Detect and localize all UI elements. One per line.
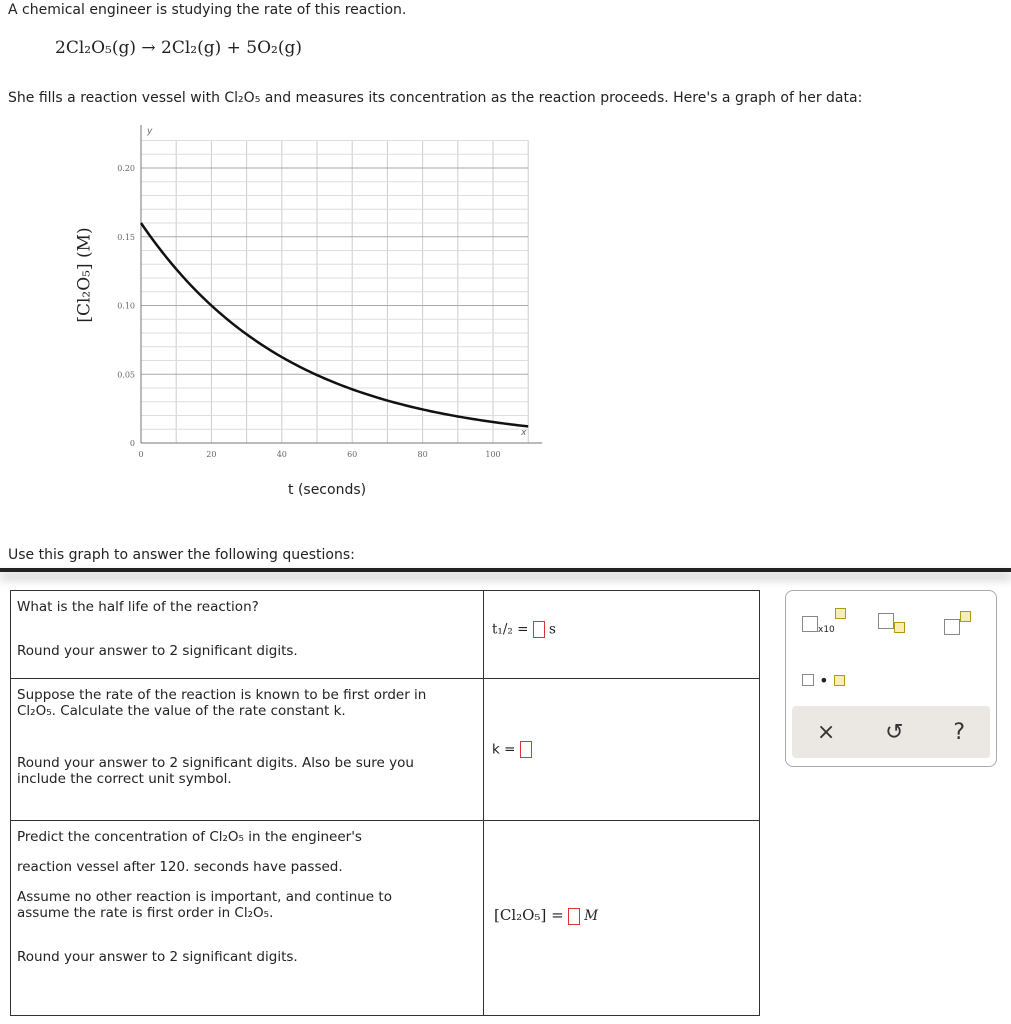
question-1-rounding: Round your answer to 2 significant digits. [17,643,298,659]
concentration-unit: M [584,908,599,924]
math-toolbox [785,590,997,767]
help-icon[interactable]: ? [953,719,966,745]
y-tick-label: 0.20 [117,164,135,173]
x-tick-label: 40 [276,450,287,459]
y-axis-label: [Cl₂O₅] (M) [75,227,96,323]
half-life-label: t₁/₂ = [492,621,529,638]
undo-icon[interactable]: ↺ [885,719,904,745]
concentration-label: [Cl₂O₅] = [494,906,564,924]
question-3-line2: reaction vessel after 120. seconds have passed. [17,859,343,875]
y-tick-label: 0.05 [117,370,135,380]
y-axis-letter: y [147,126,153,137]
data-curve [141,223,528,426]
question-3: Predict the concentration of Cl₂O₅ in the engineer's [17,829,362,845]
superscript-button[interactable] [944,619,971,639]
description-text: She fills a reaction vessel with Cl₂O₅ and measures its concentration as the reaction proceeds. Here's a graph of her data: [8,90,863,106]
x-tick-label: 20 [206,450,217,459]
x-tick-label: 60 [347,450,358,459]
x-tick-label: 80 [417,450,428,459]
concentration-input[interactable] [568,908,580,925]
clear-icon[interactable]: × [816,719,836,745]
multiply-dot-button[interactable] [802,671,845,690]
x-axis-label: t (seconds) [288,482,367,498]
rate-constant-input[interactable] [520,741,532,758]
y-tick-label: 0.10 [117,301,135,311]
instruction-text: Use this graph to answer the following questions: [8,547,355,563]
questions-table [10,590,760,1016]
intro-text: A chemical engineer is studying the rate of this reaction. [8,2,407,18]
x10-text: x10 [818,625,835,635]
reaction-equation: 2Cl₂O₅(g) → 2Cl₂(g) + 5O₂(g) [55,38,303,58]
half-life-unit: s [549,621,556,638]
question-3-assumption: Assume no other reaction is important, and continue to assume the rate is first order in Cl₂O₅. [17,889,392,921]
x-tick-label: 0 [138,450,144,459]
x-axis-letter: x [521,428,527,438]
y-tick-label: 0.15 [117,232,135,242]
question-1: What is the half life of the reaction? [17,599,259,615]
rate-constant-label: k = [492,741,516,758]
question-2-rounding: Round your answer to 2 significant digits. Also be sure you include the correct unit symbol. [17,755,414,787]
half-life-input[interactable] [533,621,545,638]
question-2: Suppose the rate of the reaction is known to be first order in Cl₂O₅. Calculate the value of the rate constant k. [17,687,427,719]
action-bar [792,706,990,758]
dot-text: • [819,671,829,690]
divider [0,568,1011,572]
subscript-button[interactable] [878,613,905,633]
question-3-rounding: Round your answer to 2 significant digits. [17,949,298,965]
y-tick-label: 0 [129,439,135,448]
scientific-notation-button[interactable] [802,616,846,636]
x-tick-label: 100 [485,450,501,459]
